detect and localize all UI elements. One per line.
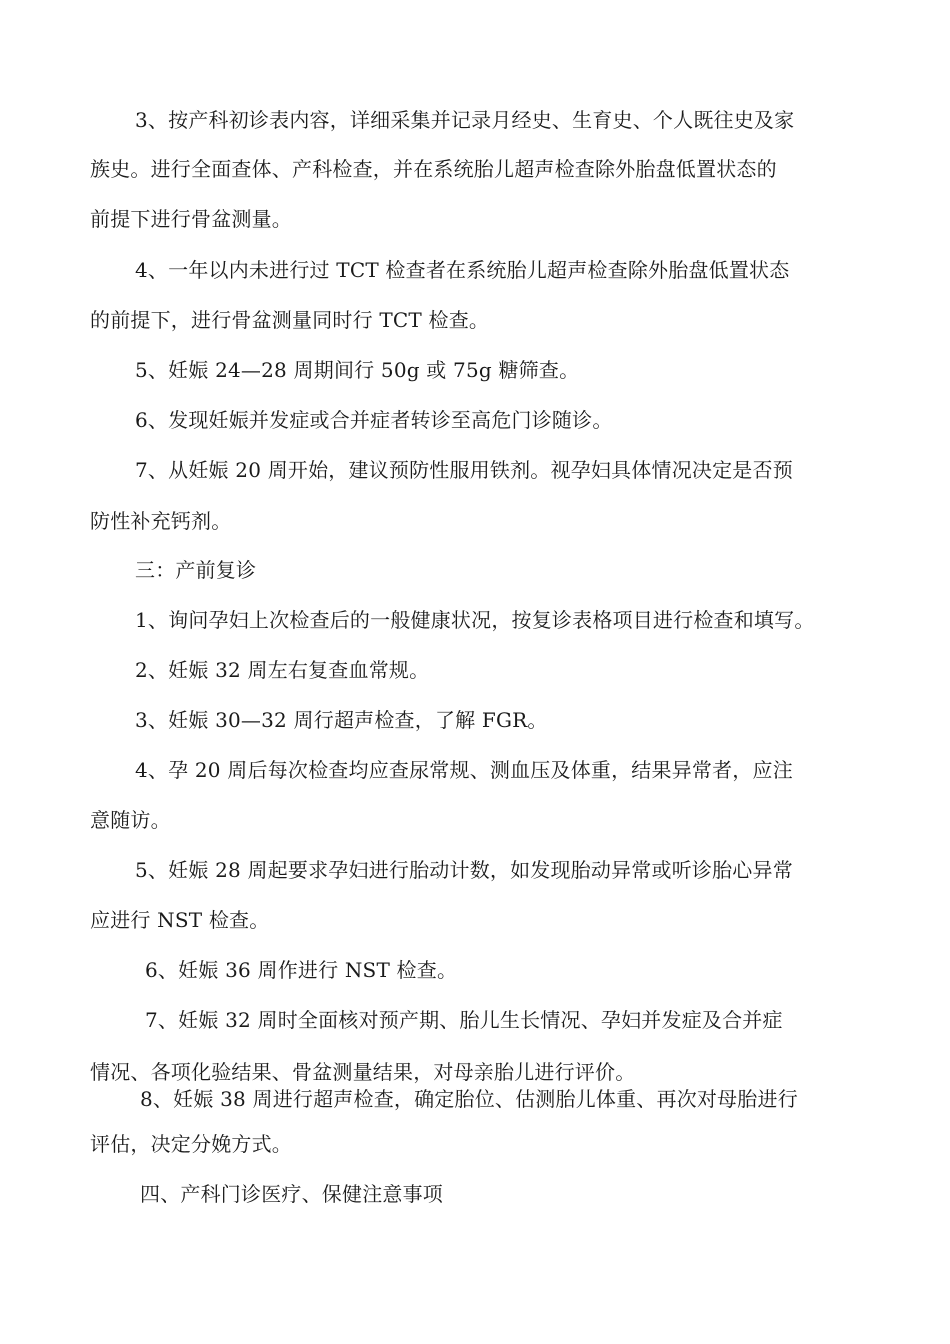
paragraph-line: 5、妊娠 28 周起要求孕妇进行胎动计数，如发现胎动异常或听诊胎心异常 [135,858,793,882]
paragraph-line: 6、妊娠 36 周作进行 NST 检查。 [145,958,458,982]
paragraph-line: 7、从妊娠 20 周开始，建议预防性服用铁剂。视孕妇具体情况决定是否预 [135,458,793,482]
paragraph-line: 族史。进行全面查体、产科检查，并在系统胎儿超声检查除外胎盘低置状态的 [90,157,777,181]
paragraph-line: 3、按产科初诊表内容，详细采集并记录月经史、生育史、个人既往史及家 [135,108,795,132]
section-heading: 四、产科门诊医疗、保健注意事项 [140,1182,443,1206]
paragraph-line: 3、妊娠 30—32 周行超声检查，了解 FGR。 [135,708,548,732]
paragraph-line: 意随访。 [90,808,171,832]
paragraph-line: 前提下进行骨盆测量。 [90,207,292,231]
paragraph-line: 4、一年以内未进行过 TCT 检查者在系统胎儿超声检查除外胎盘低置状态 [135,258,790,282]
paragraph-line: 5、妊娠 24—28 周期间行 50g 或 75g 糖筛查。 [135,358,580,382]
paragraph-line: 8、妊娠 38 周进行超声检查，确定胎位、估测胎儿体重、再次对母胎进行 [140,1087,798,1111]
paragraph-line: 1、询问孕妇上次检查后的一般健康状况，按复诊表格项目进行检查和填写。 [135,608,815,632]
paragraph-line: 6、发现妊娠并发症或合并症者转诊至高危门诊随诊。 [135,408,613,432]
paragraph-line: 4、孕 20 周后每次检查均应查尿常规、测血压及体重，结果异常者，应注 [135,758,793,782]
paragraph-line: 2、妊娠 32 周左右复查血常规。 [135,658,430,682]
paragraph-line: 7、妊娠 32 周时全面核对预产期、胎儿生长情况、孕妇并发症及合并症 [145,1008,783,1032]
paragraph-line: 防性补充钙剂。 [90,509,232,533]
paragraph-line: 应进行 NST 检查。 [90,908,270,932]
paragraph-line: 评估，决定分娩方式。 [90,1132,292,1156]
section-heading: 三：产前复诊 [135,558,257,582]
paragraph-line: 情况、各项化验结果、骨盆测量结果，对母亲胎儿进行评价。 [90,1060,636,1084]
paragraph-line: 的前提下，进行骨盆测量同时行 TCT 检查。 [90,308,490,332]
